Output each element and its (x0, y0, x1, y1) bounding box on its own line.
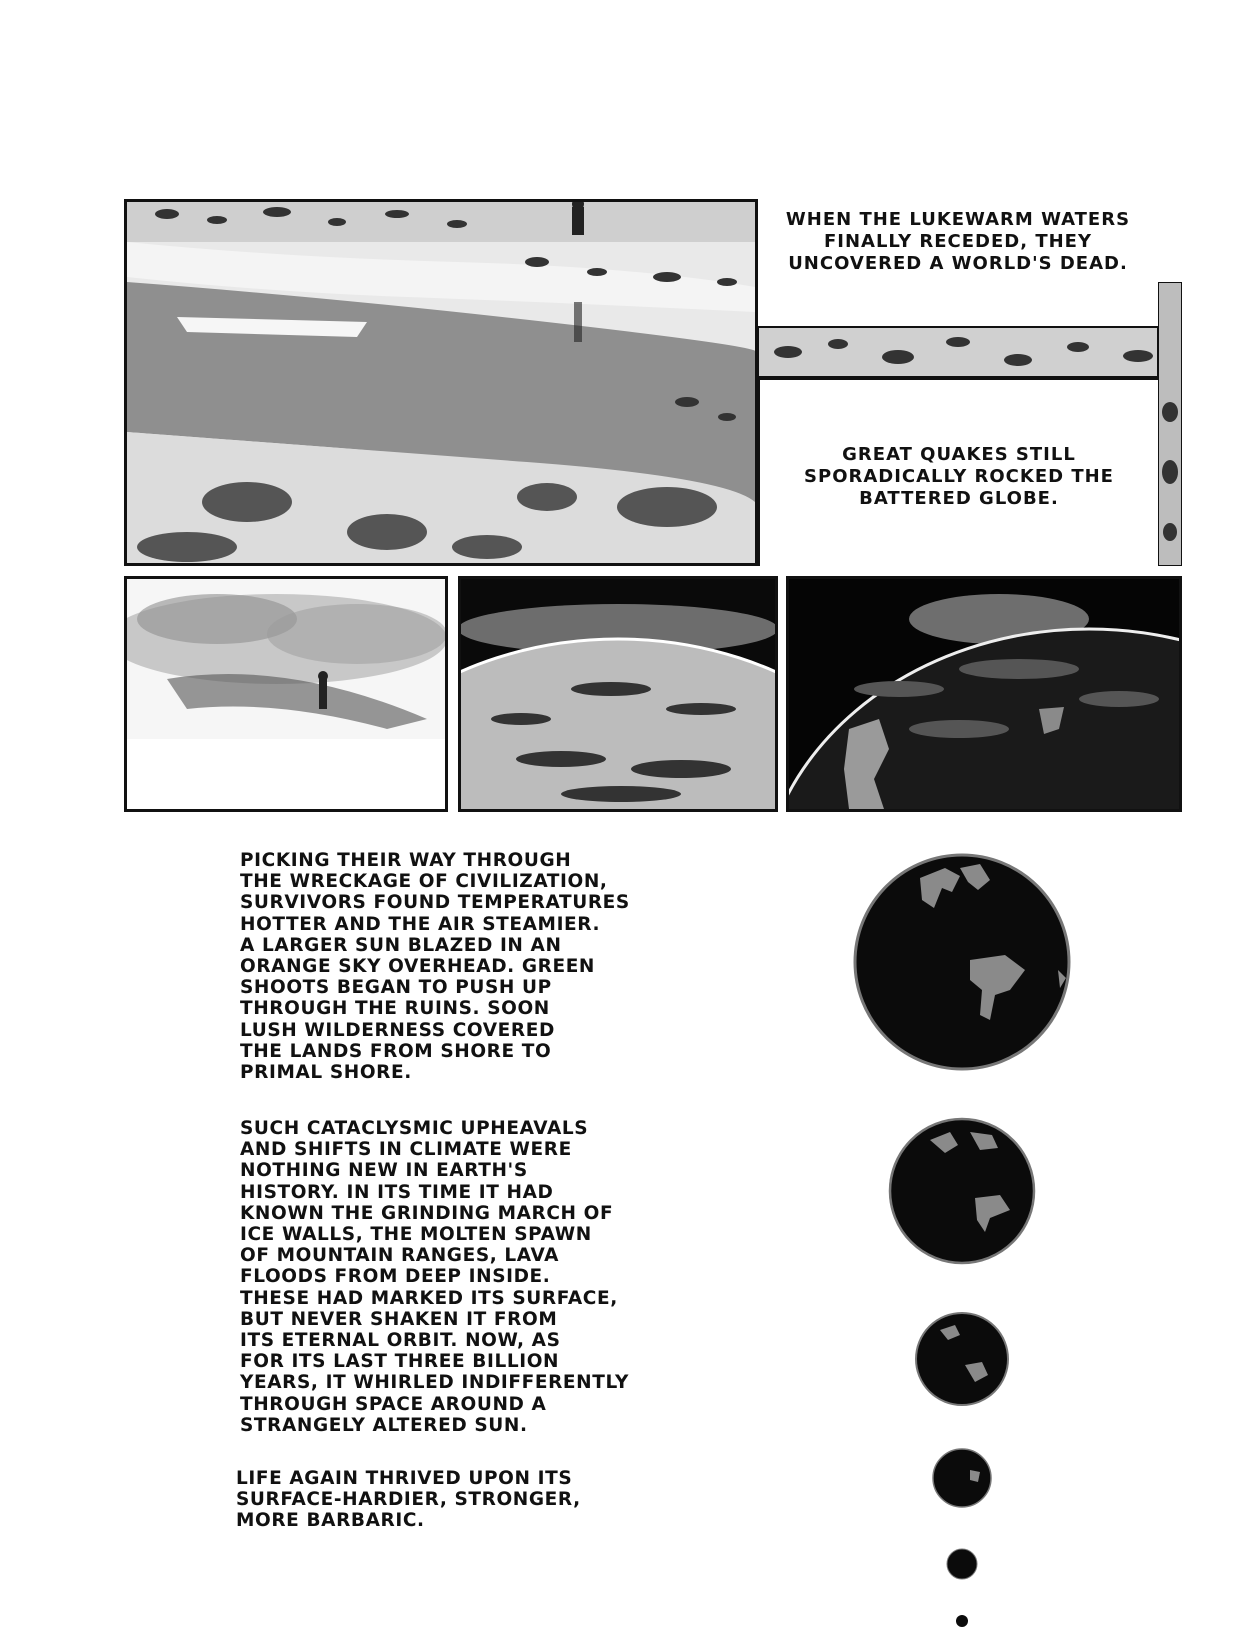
narration-paragraph-1: PICKING THEIR WAY THROUGH THE WRECKAGE OF CIVILIZATION, SURVIVORS FOUND TEMPERATURES HOTTER AND THE AIR STEAMIER. A LARGER SUN BLAZED IN AN ORANGE SKY OVERHEAD. GREEN SHOOTS BEGAN TO PUSH UP THROUGH THE RUINS. SOON LUSH WILDERNESS COVERED THE LANDS FROM SHORE TO PRIMAL SHORE. (240, 850, 630, 1084)
globe-dot (956, 1615, 968, 1627)
mist-illustration (127, 579, 445, 809)
globe-small (916, 1313, 1008, 1405)
globe-large (855, 855, 1069, 1069)
globe-tiny (947, 1549, 977, 1579)
curve-illustration (789, 579, 1179, 809)
globes-sequence (830, 820, 1090, 1640)
shoreline-illustration (127, 202, 755, 563)
caption-box-2 (758, 378, 1158, 566)
caption-box-1 (758, 199, 1158, 326)
panel-planet-horizon (458, 576, 778, 812)
caption-top-1: WHEN THE LUKEWARM WATERS FINALLY RECEDED, THEY UNCOVERED A WORLD'S DEAD. (785, 209, 1131, 274)
globe-medium (890, 1119, 1034, 1263)
caption-top-2: GREAT QUAKES STILL SPORADICALLY ROCKED THE BATTERED GLOBE. (804, 444, 1114, 509)
narration-paragraph-3: LIFE AGAIN THRIVED UPON ITS SURFACE-HARDIER, STRONGER, MORE BARBARIC. (236, 1468, 581, 1532)
globe-smaller (933, 1449, 991, 1507)
panel-shoreline (124, 199, 758, 566)
panel-planet-curve (786, 576, 1182, 812)
narration-paragraph-2: SUCH CATACLYSMIC UPHEAVALS AND SHIFTS IN CLIMATE WERE NOTHING NEW IN EARTH'S HISTORY. IN ITS TIME IT HAD KNOWN THE GRINDING MARCH OF ICE WALLS, THE MOLTEN SPAWN OF MOUNTAIN RANGES, LAVA FLOODS FROM DEEP INSIDE. THESE HAD MARKED ITS SURFACE, BUT NEVER SHAKEN IT FROM ITS ETERNAL ORBIT. NOW, AS FOR ITS LAST THREE BILLION YEARS, IT WHIRLED INDIFFERENTLY THROUGH SPACE AROUND A STRANGELY ALTERED SUN. (240, 1118, 629, 1436)
horizon-illustration (461, 579, 775, 809)
panel-figure-mist (124, 576, 448, 812)
